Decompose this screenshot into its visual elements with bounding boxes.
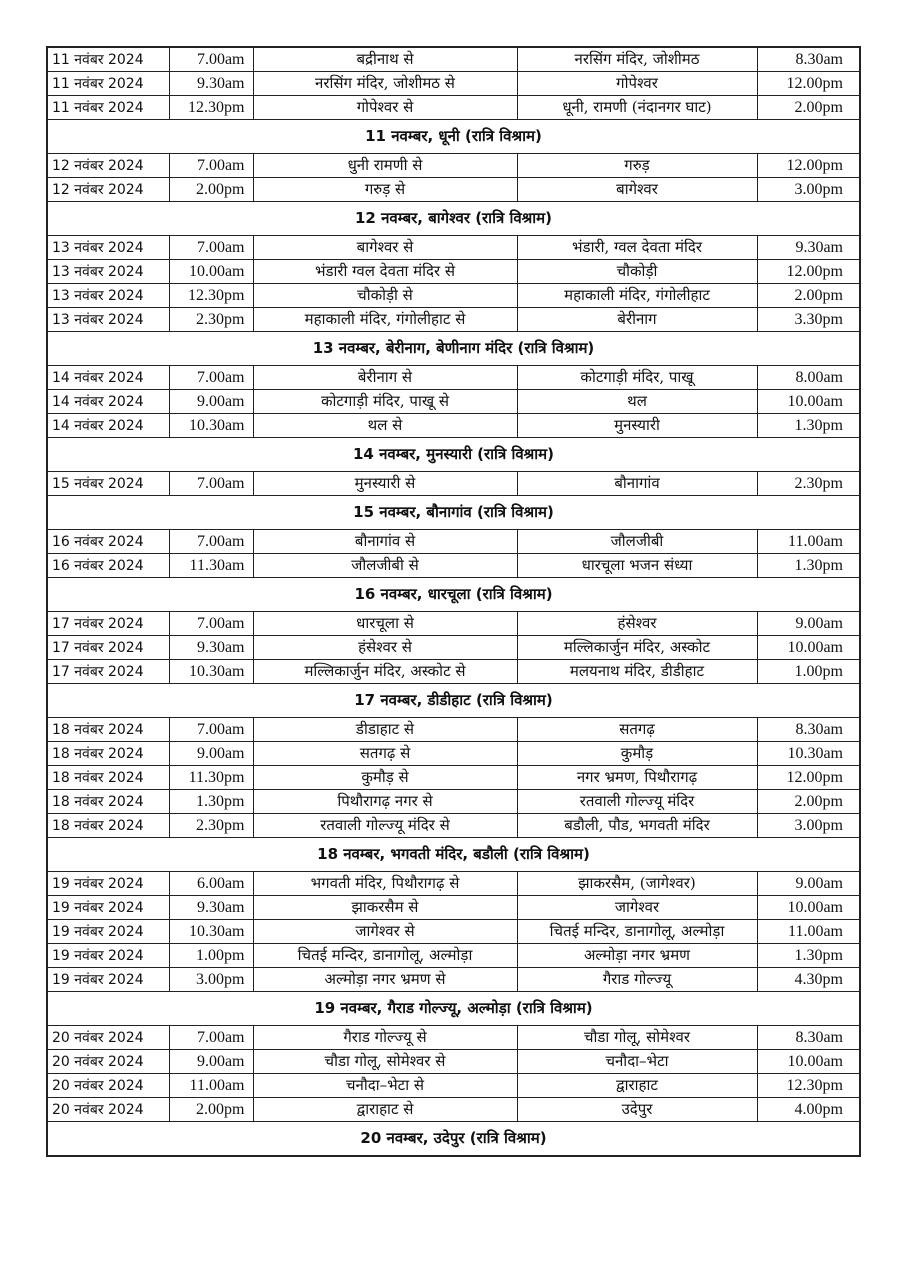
from-location-cell: गरुड़ से: [253, 178, 517, 202]
arrival-time-cell: 11.00am: [757, 920, 860, 944]
date-cell: 13 नवंबर 2024: [47, 284, 169, 308]
departure-time-cell: 1.00pm: [169, 944, 253, 968]
arrival-time-cell: 9.00am: [757, 612, 860, 636]
schedule-row: [47, 872, 860, 896]
to-location-cell: गोपेश्वर: [517, 72, 757, 96]
night-halt-label: 16 नवम्बर, धारचूला (रात्रि विश्राम): [47, 578, 860, 612]
schedule-row: [47, 72, 860, 96]
from-location-cell: बागेश्वर से: [253, 236, 517, 260]
date-cell: 20 नवंबर 2024: [47, 1074, 169, 1098]
departure-time-cell: 7.00am: [169, 612, 253, 636]
arrival-time-cell: 10.00am: [757, 636, 860, 660]
departure-time-cell: 1.30pm: [169, 790, 253, 814]
arrival-time-cell: 8.30am: [757, 718, 860, 742]
arrival-time-cell: 1.30pm: [757, 414, 860, 438]
from-location-cell: कोटगाड़ी मंदिर, पाखू से: [253, 390, 517, 414]
night-halt-label: 13 नवम्बर, बेरीनाग, बेणीनाग मंदिर (रात्रि विश्राम): [47, 332, 860, 366]
date-cell: 14 नवंबर 2024: [47, 390, 169, 414]
schedule-row: [47, 1050, 860, 1074]
schedule-row: [47, 366, 860, 390]
departure-time-cell: 2.00pm: [169, 1098, 253, 1122]
from-location-cell: थल से: [253, 414, 517, 438]
night-halt-row: [47, 202, 860, 236]
arrival-time-cell: 10.00am: [757, 1050, 860, 1074]
date-cell: 13 नवंबर 2024: [47, 236, 169, 260]
departure-time-cell: 7.00am: [169, 1026, 253, 1050]
arrival-time-cell: 4.00pm: [757, 1098, 860, 1122]
schedule-row: [47, 814, 860, 838]
schedule-row: [47, 766, 860, 790]
arrival-time-cell: 1.00pm: [757, 660, 860, 684]
itinerary-body: [47, 47, 860, 1156]
date-cell: 13 नवंबर 2024: [47, 260, 169, 284]
night-halt-row: [47, 838, 860, 872]
departure-time-cell: 9.30am: [169, 896, 253, 920]
schedule-row: [47, 178, 860, 202]
from-location-cell: मल्लिकार्जुन मंदिर, अस्कोट से: [253, 660, 517, 684]
departure-time-cell: 7.00am: [169, 530, 253, 554]
arrival-time-cell: 12.00pm: [757, 154, 860, 178]
from-location-cell: बेरीनाग से: [253, 366, 517, 390]
to-location-cell: मल्लिकार्जुन मंदिर, अस्कोट: [517, 636, 757, 660]
departure-time-cell: 9.00am: [169, 1050, 253, 1074]
to-location-cell: चनौदा–भेटा: [517, 1050, 757, 1074]
departure-time-cell: 2.00pm: [169, 178, 253, 202]
to-location-cell: चौडा गोलू, सोमेश्वर: [517, 1026, 757, 1050]
to-location-cell: सतगढ़: [517, 718, 757, 742]
schedule-row: [47, 896, 860, 920]
to-location-cell: भंडारी, ग्वल देवता मंदिर: [517, 236, 757, 260]
to-location-cell: बेरीनाग: [517, 308, 757, 332]
to-location-cell: महाकाली मंदिर, गंगोलीहाट: [517, 284, 757, 308]
date-cell: 14 नवंबर 2024: [47, 414, 169, 438]
arrival-time-cell: 2.00pm: [757, 284, 860, 308]
from-location-cell: अल्मोड़ा नगर भ्रमण से: [253, 968, 517, 992]
from-location-cell: चौकोड़ी से: [253, 284, 517, 308]
departure-time-cell: 2.30pm: [169, 308, 253, 332]
to-location-cell: कुमौड़: [517, 742, 757, 766]
date-cell: 17 नवंबर 2024: [47, 660, 169, 684]
date-cell: 18 नवंबर 2024: [47, 742, 169, 766]
schedule-row: [47, 718, 860, 742]
from-location-cell: चनौदा–भेटा से: [253, 1074, 517, 1098]
from-location-cell: कुमौड़ से: [253, 766, 517, 790]
schedule-row: [47, 308, 860, 332]
date-cell: 11 नवंबर 2024: [47, 47, 169, 72]
schedule-row: [47, 636, 860, 660]
night-halt-row: [47, 438, 860, 472]
night-halt-label: 18 नवम्बर, भगवती मंदिर, बडौली (रात्रि विश्राम): [47, 838, 860, 872]
arrival-time-cell: 12.00pm: [757, 260, 860, 284]
from-location-cell: झाकरसैम से: [253, 896, 517, 920]
arrival-time-cell: 8.30am: [757, 1026, 860, 1050]
from-location-cell: महाकाली मंदिर, गंगोलीहाट से: [253, 308, 517, 332]
arrival-time-cell: 1.30pm: [757, 944, 860, 968]
date-cell: 12 नवंबर 2024: [47, 154, 169, 178]
schedule-row: [47, 612, 860, 636]
to-location-cell: मलयनाथ मंदिर, डीडीहाट: [517, 660, 757, 684]
night-halt-label: 20 नवम्बर, उदेपुर (रात्रि विश्राम): [47, 1122, 860, 1157]
departure-time-cell: 7.00am: [169, 472, 253, 496]
schedule-row: [47, 414, 860, 438]
date-cell: 19 नवंबर 2024: [47, 896, 169, 920]
date-cell: 20 नवंबर 2024: [47, 1098, 169, 1122]
departure-time-cell: 10.30am: [169, 414, 253, 438]
date-cell: 19 नवंबर 2024: [47, 968, 169, 992]
to-location-cell: धूनी, रामणी (नंदानगर घाट): [517, 96, 757, 120]
arrival-time-cell: 3.30pm: [757, 308, 860, 332]
from-location-cell: बौनागांव से: [253, 530, 517, 554]
arrival-time-cell: 12.00pm: [757, 766, 860, 790]
arrival-time-cell: 10.00am: [757, 390, 860, 414]
from-location-cell: गोपेश्वर से: [253, 96, 517, 120]
night-halt-label: 14 नवम्बर, मुनस्यारी (रात्रि विश्राम): [47, 438, 860, 472]
date-cell: 11 नवंबर 2024: [47, 96, 169, 120]
arrival-time-cell: 9.00am: [757, 872, 860, 896]
arrival-time-cell: 8.30am: [757, 47, 860, 72]
date-cell: 17 नवंबर 2024: [47, 612, 169, 636]
departure-time-cell: 3.00pm: [169, 968, 253, 992]
departure-time-cell: 9.30am: [169, 72, 253, 96]
to-location-cell: थल: [517, 390, 757, 414]
from-location-cell: डीडाहाट से: [253, 718, 517, 742]
schedule-row: [47, 742, 860, 766]
arrival-time-cell: 1.30pm: [757, 554, 860, 578]
departure-time-cell: 10.30am: [169, 920, 253, 944]
departure-time-cell: 10.00am: [169, 260, 253, 284]
date-cell: 14 नवंबर 2024: [47, 366, 169, 390]
night-halt-row: [47, 496, 860, 530]
departure-time-cell: 7.00am: [169, 47, 253, 72]
departure-time-cell: 11.30am: [169, 554, 253, 578]
date-cell: 18 नवंबर 2024: [47, 718, 169, 742]
date-cell: 13 नवंबर 2024: [47, 308, 169, 332]
schedule-row: [47, 96, 860, 120]
date-cell: 19 नवंबर 2024: [47, 920, 169, 944]
departure-time-cell: 7.00am: [169, 366, 253, 390]
from-location-cell: चौडा गोलू, सोमेश्वर से: [253, 1050, 517, 1074]
from-location-cell: बद्रीनाथ से: [253, 47, 517, 72]
to-location-cell: बडौली, पौड, भगवती मंदिर: [517, 814, 757, 838]
from-location-cell: भगवती मंदिर, पिथौरागढ़ से: [253, 872, 517, 896]
schedule-row: [47, 554, 860, 578]
arrival-time-cell: 2.00pm: [757, 96, 860, 120]
schedule-row: [47, 47, 860, 72]
departure-time-cell: 2.30pm: [169, 814, 253, 838]
from-location-cell: जौलजीबी से: [253, 554, 517, 578]
from-location-cell: धुनी रामणी से: [253, 154, 517, 178]
arrival-time-cell: 11.00am: [757, 530, 860, 554]
arrival-time-cell: 12.00pm: [757, 72, 860, 96]
schedule-row: [47, 260, 860, 284]
departure-time-cell: 9.30am: [169, 636, 253, 660]
from-location-cell: रतवाली गोल्ज्यू मंदिर से: [253, 814, 517, 838]
to-location-cell: चौकोड़ी: [517, 260, 757, 284]
date-cell: 16 नवंबर 2024: [47, 554, 169, 578]
schedule-row: [47, 1098, 860, 1122]
schedule-row: [47, 284, 860, 308]
arrival-time-cell: 2.00pm: [757, 790, 860, 814]
departure-time-cell: 7.00am: [169, 154, 253, 178]
schedule-row: [47, 920, 860, 944]
date-cell: 18 नवंबर 2024: [47, 766, 169, 790]
night-halt-label: 17 नवम्बर, डीडीहाट (रात्रि विश्राम): [47, 684, 860, 718]
date-cell: 11 नवंबर 2024: [47, 72, 169, 96]
departure-time-cell: 9.00am: [169, 390, 253, 414]
schedule-row: [47, 790, 860, 814]
to-location-cell: हंसेश्वर: [517, 612, 757, 636]
from-location-cell: नरसिंग मंदिर, जोशीमठ से: [253, 72, 517, 96]
to-location-cell: उदेपुर: [517, 1098, 757, 1122]
schedule-row: [47, 1026, 860, 1050]
departure-time-cell: 11.00am: [169, 1074, 253, 1098]
arrival-time-cell: 8.00am: [757, 366, 860, 390]
schedule-row: [47, 1074, 860, 1098]
schedule-row: [47, 472, 860, 496]
from-location-cell: द्वाराहाट से: [253, 1098, 517, 1122]
night-halt-label: 12 नवम्बर, बागेश्वर (रात्रि विश्राम): [47, 202, 860, 236]
departure-time-cell: 12.30pm: [169, 284, 253, 308]
date-cell: 20 नवंबर 2024: [47, 1026, 169, 1050]
from-location-cell: मुनस्यारी से: [253, 472, 517, 496]
from-location-cell: भंडारी ग्वल देवता मंदिर से: [253, 260, 517, 284]
arrival-time-cell: 3.00pm: [757, 178, 860, 202]
from-location-cell: चितई मन्दिर, डानागोलू, अल्मोड़ा: [253, 944, 517, 968]
to-location-cell: नरसिंग मंदिर, जोशीमठ: [517, 47, 757, 72]
to-location-cell: झाकरसैम, (जागेश्वर): [517, 872, 757, 896]
from-location-cell: धारचूला से: [253, 612, 517, 636]
night-halt-row: [47, 1122, 860, 1157]
arrival-time-cell: 10.00am: [757, 896, 860, 920]
to-location-cell: नगर भ्रमण, पिथौरागढ़: [517, 766, 757, 790]
schedule-row: [47, 154, 860, 178]
to-location-cell: जागेश्वर: [517, 896, 757, 920]
night-halt-row: [47, 684, 860, 718]
arrival-time-cell: 9.30am: [757, 236, 860, 260]
to-location-cell: अल्मोड़ा नगर भ्रमण: [517, 944, 757, 968]
schedule-row: [47, 944, 860, 968]
schedule-row: [47, 660, 860, 684]
from-location-cell: सतगढ़ से: [253, 742, 517, 766]
date-cell: 12 नवंबर 2024: [47, 178, 169, 202]
night-halt-label: 15 नवम्बर, बौनागांव (रात्रि विश्राम): [47, 496, 860, 530]
to-location-cell: गैराड गोल्ज्यू: [517, 968, 757, 992]
schedule-row: [47, 236, 860, 260]
arrival-time-cell: 10.30am: [757, 742, 860, 766]
departure-time-cell: 10.30am: [169, 660, 253, 684]
from-location-cell: पिथौरागढ़ नगर से: [253, 790, 517, 814]
arrival-time-cell: 3.00pm: [757, 814, 860, 838]
departure-time-cell: 7.00am: [169, 236, 253, 260]
to-location-cell: धारचूला भजन संध्या: [517, 554, 757, 578]
date-cell: 15 नवंबर 2024: [47, 472, 169, 496]
to-location-cell: बागेश्वर: [517, 178, 757, 202]
to-location-cell: बौनागांव: [517, 472, 757, 496]
departure-time-cell: 6.00am: [169, 872, 253, 896]
night-halt-row: [47, 120, 860, 154]
night-halt-row: [47, 992, 860, 1026]
departure-time-cell: 9.00am: [169, 742, 253, 766]
arrival-time-cell: 12.30pm: [757, 1074, 860, 1098]
date-cell: 18 नवंबर 2024: [47, 790, 169, 814]
itinerary-table: [46, 46, 861, 1157]
date-cell: 16 नवंबर 2024: [47, 530, 169, 554]
from-location-cell: जागेश्वर से: [253, 920, 517, 944]
date-cell: 17 नवंबर 2024: [47, 636, 169, 660]
to-location-cell: गरुड़: [517, 154, 757, 178]
date-cell: 18 नवंबर 2024: [47, 814, 169, 838]
to-location-cell: कोटगाड़ी मंदिर, पाखू: [517, 366, 757, 390]
night-halt-label: 11 नवम्बर, धूनी (रात्रि विश्राम): [47, 120, 860, 154]
to-location-cell: मुनस्यारी: [517, 414, 757, 438]
to-location-cell: रतवाली गोल्ज्यू मंदिर: [517, 790, 757, 814]
from-location-cell: गैराड गोल्ज्यू से: [253, 1026, 517, 1050]
departure-time-cell: 12.30pm: [169, 96, 253, 120]
night-halt-row: [47, 578, 860, 612]
from-location-cell: हंसेश्वर से: [253, 636, 517, 660]
arrival-time-cell: 4.30pm: [757, 968, 860, 992]
to-location-cell: जौलजीबी: [517, 530, 757, 554]
to-location-cell: चितई मन्दिर, डानागोलू, अल्मोड़ा: [517, 920, 757, 944]
date-cell: 19 नवंबर 2024: [47, 944, 169, 968]
departure-time-cell: 11.30pm: [169, 766, 253, 790]
arrival-time-cell: 2.30pm: [757, 472, 860, 496]
night-halt-label: 19 नवम्बर, गैराड गोल्ज्यू, अल्मोड़ा (रात्रि विश्राम): [47, 992, 860, 1026]
date-cell: 19 नवंबर 2024: [47, 872, 169, 896]
date-cell: 20 नवंबर 2024: [47, 1050, 169, 1074]
night-halt-row: [47, 332, 860, 366]
to-location-cell: द्वाराहाट: [517, 1074, 757, 1098]
schedule-row: [47, 968, 860, 992]
departure-time-cell: 7.00am: [169, 718, 253, 742]
schedule-row: [47, 530, 860, 554]
schedule-row: [47, 390, 860, 414]
